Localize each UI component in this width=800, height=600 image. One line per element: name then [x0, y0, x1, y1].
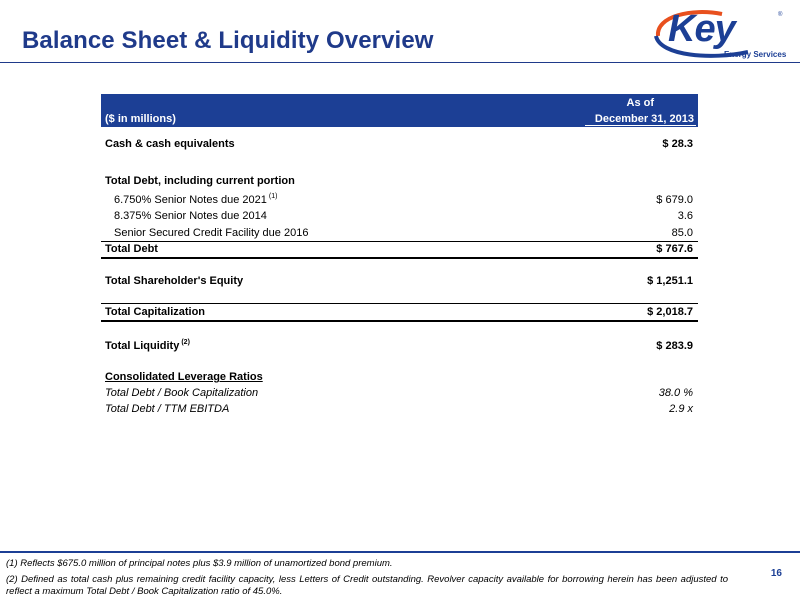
- logo-wordmark: Key: [668, 8, 735, 50]
- row-value: 38.0 %: [658, 387, 693, 399]
- row-label: Total Shareholder's Equity: [105, 275, 244, 287]
- table-row: [101, 370, 698, 386]
- table-row: [101, 193, 698, 209]
- table-row: [101, 174, 698, 190]
- logo-tagline: Energy Services: [724, 50, 787, 59]
- table-row: [101, 339, 698, 355]
- table-header: [101, 94, 698, 127]
- row-label: Total Capitalization: [105, 306, 206, 318]
- footnote-ref: (2): [181, 339, 190, 346]
- row-value: $ 283.9: [656, 340, 693, 352]
- row-value: $ 679.0: [656, 194, 693, 206]
- table-row: [101, 386, 698, 402]
- footnote-2: (2) Defined as total cash plus remaining credit facility capacity, less Letters of Credit outstanding. Revolver capacity available for borrowing herein has been adjusted to reflect a maximum Total Debt / Book Capitalization ratio of 45.0%.: [6, 574, 728, 597]
- row-label: [114, 194, 277, 206]
- table-row: [101, 137, 698, 153]
- row-value: $ 767.6: [656, 243, 693, 255]
- row-value: 85.0: [671, 227, 693, 239]
- row-label: Senior Secured Credit Facility due 2016: [114, 227, 309, 239]
- row-value: $ 1,251.1: [647, 275, 693, 287]
- table-row: [101, 209, 698, 225]
- column-header-date: December 31, 2013: [594, 113, 694, 125]
- row-value: 2.9 x: [669, 403, 693, 415]
- units-label: ($ in millions): [105, 113, 176, 125]
- table-row: [101, 274, 698, 290]
- row-divider: [101, 257, 698, 259]
- logo-registered-mark: ®: [778, 12, 783, 18]
- page-title: Balance Sheet & Liquidity Overview: [22, 27, 434, 54]
- footnote-ref: (1): [268, 193, 278, 200]
- row-label-text: 6.750% Senior Notes due 2021: [114, 194, 267, 206]
- row-label: Total Debt: [105, 243, 158, 255]
- row-label-text: Total Liquidity: [105, 340, 180, 352]
- row-divider: [101, 320, 698, 322]
- row-value: $ 28.3: [662, 138, 693, 150]
- header-underline: [585, 125, 696, 126]
- page-number: 16: [770, 568, 782, 579]
- row-divider: [101, 303, 698, 304]
- row-label: Total Debt / TTM EBITDA: [105, 403, 230, 415]
- table-row: [101, 226, 698, 242]
- row-value: $ 2,018.7: [647, 306, 693, 318]
- column-header-as-of: As of: [626, 97, 654, 109]
- section-heading: Consolidated Leverage Ratios: [105, 371, 263, 383]
- row-label: 8.375% Senior Notes due 2014: [114, 210, 267, 222]
- key-energy-logo: [652, 6, 792, 64]
- table-row: [101, 242, 698, 258]
- row-value: 3.6: [677, 210, 693, 222]
- table-row: [101, 402, 698, 418]
- table-row: [101, 305, 698, 321]
- row-label: [105, 340, 190, 352]
- row-label: Total Debt, including current portion: [105, 175, 295, 187]
- footnote-divider: [0, 551, 800, 553]
- footnote-1: (1) Reflects $675.0 million of principal notes plus $3.9 million of unamortized bond premium.: [6, 558, 393, 569]
- row-label: Cash & cash equivalents: [105, 138, 235, 150]
- row-label: Total Debt / Book Capitalization: [105, 387, 259, 399]
